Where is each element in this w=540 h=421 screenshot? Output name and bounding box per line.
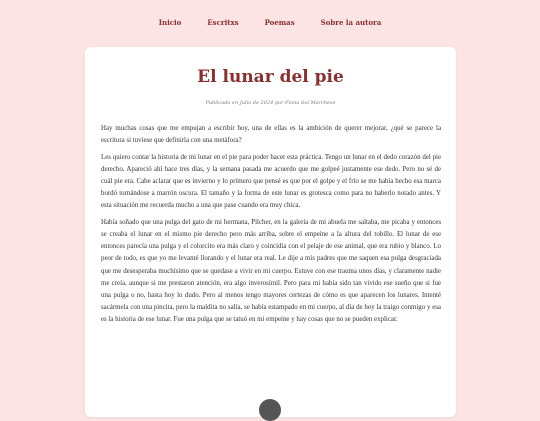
post-paragraph-3: Había soñado que una pulga del gato de mi hermana, Pilcher, en la galería de mi abuela me saltaba, me picaba y entonces se creaba el lunar en el mismo pie derecho pero más arriba, sobre el empeine a la altura del tobillo. El lunar de ese entonces parecía una pulga y el colorcito era más claro y coincidía con el pelaje de ese animal, que era rubio y blanco. Lo peor de todo, es que yo me levanté llorando y el lunar era real. Le dije a mis padres que me saquen esa pulga desgraciada que me desesperaba muchísimo que se quedase a vivir en mi cuerpo. Estuve con ese trauma unos días, y claramente nadie me creía, aunque si me prestaron atención, era algo inverosímil. Pero para mi había sido tan vivido ese sueño que si fue una pulga o no, hasta hoy lo dudo. Pero al menos tengo mayores certezas de cómo es que aparecen los lunares. Intenté sacármela con una pincita, pero la maldita no salía, se había estampado en mi cuerpo, al día de hoy la traigo conmigo y esa es la historia de ese lunar. Fue una pulga que se tatuó en mi empeine y hay cosas que no se pueden explicar. (101, 219, 441, 323)
scroll-to-top-button[interactable] (259, 399, 281, 421)
post-card (85, 47, 456, 417)
post-title: El lunar del pie (197, 67, 344, 87)
top-nav (0, 18, 540, 27)
post-paragraph-1: Hay muchas cosas que me empujan a escribir hoy, una de ellas es la ambición de querer mejorar, ¿qué se parece la escritura si tuviese que definirla con una metáfora? (101, 125, 441, 145)
post-body (101, 123, 441, 331)
nav-item-inicio[interactable]: Inicio (158, 18, 182, 27)
post-paragraph-2: Les quiero contar la historia de mi lunar en el pie para poder hacer esta práctica. Tengo un lunar en el dedo corazón del pie derecho. Apareció ahí hace tres días, y la semana pasada me acuerdo que me golpeé justamente ese dedo. Pero no sé de cuál pie era. Cabe aclarar que es invierno y lo primero que pensé es que por el golpe y el frío se me había hecho esa marca bordó tornándose a marrón oscura. El tamaño y la forma de este lunar es grotesca como para no haberlo notado antes. Y esta situación me recuerda mucho a una que pase cuando era muy chica. (101, 154, 441, 210)
post-meta: Publicado en Julio de 2024 por Fiona Sol Marchese (205, 100, 336, 106)
nav-item-poemas[interactable]: Poemas (264, 18, 295, 27)
nav-item-sobre-la-autora[interactable]: Sobre la autora (320, 18, 382, 27)
nav-item-escritxs[interactable]: Escritxs (207, 18, 239, 27)
